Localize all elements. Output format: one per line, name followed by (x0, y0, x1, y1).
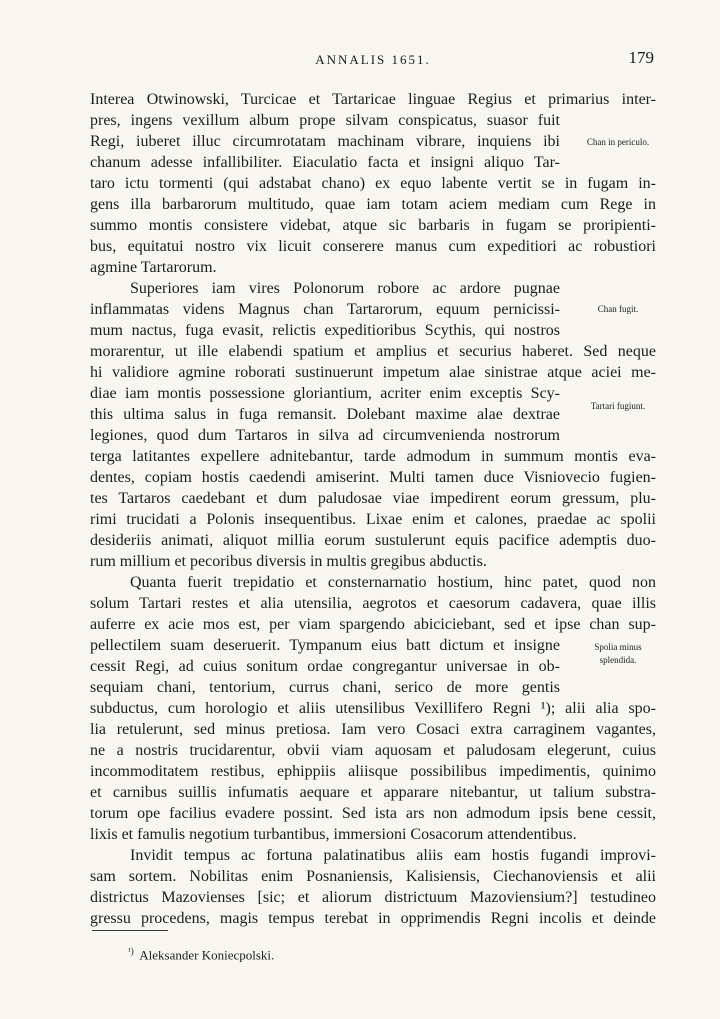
text-line: dentes, copiam hostis caedendi amiserint. Multi tamen duce Visniovecio fugien- (90, 469, 656, 486)
text-line: sequiam chani, tentorium, currus chani, serico de more gentis (90, 679, 560, 696)
text-line: desideriis animati, aliquot millia eorum sustulerunt equis pacifice ademptis duo- (90, 532, 656, 549)
footnote (128, 946, 274, 963)
margin-note: Chan fugit. (597, 304, 639, 314)
text-line: morarentur, ut ille elabendi spatium et amplius et securius haberet. Sed neque (90, 343, 656, 360)
text-line: Quanta fuerit trepidatio et consternarnatio hostium, hinc patet, quod non (130, 574, 656, 591)
margin-note: Chan in periculo. (586, 137, 650, 147)
text-line: chanum adesse infallibiliter. Eiaculatio facta et insigni aliquo Tar- (90, 154, 560, 171)
text-line: this ultima salus in fuga remansit. Dolebant maxime alae dextrae (90, 406, 560, 423)
footnote-text: Aleksander Koniecpolski. (139, 947, 275, 963)
text-line: solum Tartari restes et alia utensilia, aegrotos et caesorum cadavera, quae illis (90, 595, 656, 612)
text-line: auferre ex acie mos est, per viam spargendo abiciciebant, sed et ipse chan sup- (90, 616, 656, 633)
text-line: pres, ingens vexillum album prope silvam conspicatus, suasor fuit (90, 112, 560, 129)
text-line: agmine Tartarorum. (90, 259, 217, 276)
text-line: Regi, iuberet illuc circumrotatam machinam vibrare, inquiens ibi (90, 133, 560, 150)
text-line: et carnibus suillis infumatis aequare et apparare nitebantur, ut talium substra- (90, 784, 656, 801)
text-line: bus, equitatui nostro vix licuit conserere manus cum expeditiori ac robustiori (90, 238, 656, 255)
footnote-rule (92, 930, 168, 931)
text-line: gens illa barbarorum multitudo, quae iam totam aciem mediam cum Rege in (90, 196, 656, 213)
text-line: terga latitantes expellere adnitebantur, tarde admodum in summum montis eva- (90, 448, 656, 465)
text-line: mum nactus, fuga evasit, relictis expeditioribus Scythis, qui nostros (90, 322, 560, 339)
text-line: Invidit tempus ac fortuna palatinatibus aliis eam hostis fugandi improvi- (130, 847, 656, 864)
text-line: inflammatas videns Magnus chan Tartarorum, equum pernicissi- (90, 301, 560, 318)
text-line: hi validiore agmine roborati sustinuerunt impetum alae sinistrae atque aciei me- (90, 364, 656, 381)
margin-note: Spolia minus (594, 642, 642, 652)
running-title: ANNALIS 1651. (315, 52, 431, 67)
text-line: diae iam montis possessione gloriantium, acriter enim exceptis Scy- (90, 385, 560, 402)
running-head (90, 48, 656, 72)
text-line: rimi trucidati a Polonis insequentibus. Lixae enim et calones, praedae ac spolii (90, 511, 656, 528)
text-line: sam sortem. Nobilitas enim Posnaniensis, Kalisiensis, Ciechanoviensis et alii (90, 868, 656, 885)
margin-note: splendida. (599, 655, 637, 665)
text-line: taro ictu tormenti (qui adstabat chano) ex equo labente vertit se in fugam in- (90, 175, 656, 192)
text-line: ne a nostris trucidarentur, obvii viam aquosam et paludosam elegerunt, cuius (90, 742, 656, 759)
text-line: pellectilem suam deseruerit. Tympanum eius batt dictum et insigne (90, 637, 560, 654)
text-line: summo montis consistere videbat, atque sic barbaris in fugam se proripienti- (90, 217, 656, 234)
text-line: districtus Mazovienses [sic; et aliorum districtuum Mazoviensium?] testudineo (90, 889, 656, 906)
text-line: cessit Regi, ad cuius sonitum ordae congregantur universae in ob- (90, 658, 560, 675)
text-line: Interea Otwinowski, Turcicae et Tartaricae linguae Regius et primarius inter- (90, 91, 656, 108)
text-line: lia retulerunt, sed minus pretiosa. Iam vero Cosaci extra carraginem vagantes, (90, 721, 656, 738)
page-number: 179 (628, 48, 654, 67)
text-line: gressu procedens, magis tempus terebat in opprimendis Regni incolis et deinde (90, 910, 656, 927)
text-line: lixis et famulis negotium turbantibus, immersioni Cosacorum attendentibus. (90, 826, 577, 843)
text-line: incommoditatem restibus, ephippiis aliisque possibilibus impedimentis, quinimo (90, 763, 656, 780)
text-line: torum ope facilius evadere possint. Sed ista ars non admodum ipsis bene cessit, (90, 805, 656, 822)
text-line: Superiores iam vires Polonorum robore ac ardore pugnae (130, 280, 560, 297)
footnote-mark: ¹) (128, 946, 134, 956)
text-line: legiones, quod dum Tartaros in silva ad circumveniendа nostrorum (90, 427, 560, 444)
text-line: subductus, cum horologio et aliis utensilibus Vexillifero Regni ¹); alii alia spo- (90, 700, 656, 717)
margin-note: Tartari fugiunt. (590, 401, 646, 411)
text-line: rum millium et pecoribus diversis in multis gregibus abductis. (90, 553, 487, 570)
text-line: tes Tartaros caedebant et dum paludosae viae impedirent eorum gressum, plu- (90, 490, 656, 507)
